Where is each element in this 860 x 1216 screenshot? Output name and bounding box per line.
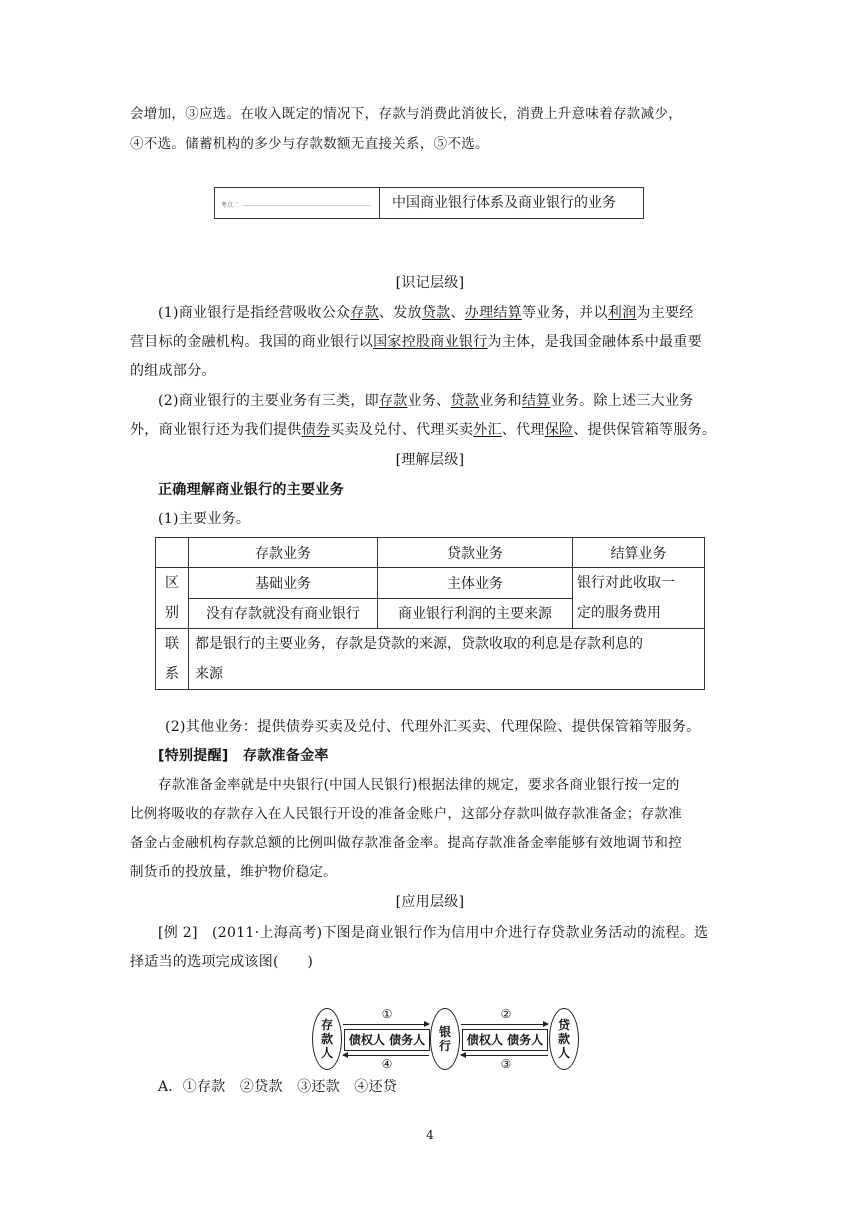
credit-flow-diagram <box>312 1004 580 1076</box>
section-tag-rule <box>243 205 371 206</box>
underlined-term: 结算 <box>521 393 551 409</box>
section-tag-label: 考点二 <box>221 202 240 209</box>
level-memory-heading: [识记层级] <box>395 275 465 291</box>
section-header-box <box>214 187 644 219</box>
table-row <box>156 629 705 690</box>
arrow-3 <box>461 1055 548 1056</box>
section-title: 中国商业银行体系及商业银行的业务 <box>392 195 616 211</box>
bank-node: 银 行 <box>430 1008 460 1070</box>
step-3-number: ③ <box>500 1057 512 1071</box>
paragraph-2-line-1: (2)商业银行的主要业务有三类，即存款业务、贷款业务和结算业务。除上述三大业务 <box>158 393 694 409</box>
paragraph-1-line-2: 营目标的金融机构。我国的商业银行以国家控股商业银行为主体，是我国金融体系中最重要 <box>130 334 703 350</box>
borrower-node: 贷 款 人 <box>549 1008 579 1070</box>
tip-line-4: 制货币的投放量，维护物价稳定。 <box>130 864 337 880</box>
business-comparison-table <box>155 537 705 690</box>
underlined-term: 保险 <box>544 422 574 438</box>
intro-line-2: ④不选。储蓄机构的多少与存款数额无直接关系，⑤不选。 <box>130 136 489 152</box>
level-understand-heading: [理解层级] <box>395 452 465 468</box>
depositor-node: 存 款 人 <box>312 1008 342 1070</box>
tip-line-3: 备金占金融机构存款总额的比例叫做存款准备金率。提高存款准备金率能够有效地调节和控 <box>130 835 682 851</box>
table-header-loan: 贷款业务 <box>378 538 573 568</box>
table-cell-settlement: 银行对此收取一 定的服务费用 <box>573 568 705 629</box>
table-cell-empty <box>156 538 189 568</box>
underlined-term: 国家控股商业银行 <box>373 334 488 350</box>
table-label-qubie: 区 别 <box>156 568 189 629</box>
tip-line-2: 比例将吸收的存款存入在人民银行开设的准备金账户，这部分存款叫做存款准备金；存款准 <box>130 806 682 822</box>
arrow-2 <box>461 1024 548 1025</box>
paragraph-2-line-2: 外，商业银行还为我们提供债券买卖及兑付、代理买卖外汇、代理保险、提供保管箱等服务。 <box>130 422 717 438</box>
underlined-term: 贷款 <box>421 305 451 321</box>
step-4-number: ④ <box>381 1057 393 1071</box>
underlined-term: 存款 <box>378 393 408 409</box>
section-tag <box>215 188 380 218</box>
level-apply-heading: [应用层级] <box>395 894 465 910</box>
table-cell: 主体业务 <box>378 568 573 599</box>
option-a: A．①存款 ②贷款 ③还款 ④还贷 <box>158 1079 398 1095</box>
underlined-term: 外汇 <box>473 422 502 438</box>
intro-line-1: 会增加，③应选。在收入既定的情况下，存款与消费此消彼长，消费上升意味着存款减少， <box>130 106 682 122</box>
left-relationship-box: 债权人 债务人 <box>344 1029 430 1051</box>
underlined-term: 存款 <box>350 305 379 321</box>
paragraph-1-line-3: 的组成部分。 <box>130 363 216 379</box>
table-cell: 基础业务 <box>189 568 378 599</box>
special-tip-heading: [特别提醒] 存款准备金率 <box>158 748 329 764</box>
table-header-deposit: 存款业务 <box>189 538 378 568</box>
page-number: 4 <box>426 1128 434 1142</box>
underlined-term: 贷款 <box>450 393 480 409</box>
table-cell-lianxi: 都是银行的主要业务，存款是贷款的来源，贷款收取的利息是存款利息的 来源 <box>189 629 705 690</box>
right-relationship-box: 债权人 债务人 <box>462 1029 548 1051</box>
table-cell: 没有存款就没有商业银行 <box>189 598 378 629</box>
underlined-term: 办理结算 <box>464 305 522 321</box>
paragraph-1-line-1: (1)商业银行是指经营吸收公众存款、发放贷款、办理结算等业务，并以利润为主要经 <box>158 305 694 321</box>
arrow-1 <box>343 1024 429 1025</box>
underlined-term: 债券 <box>301 422 331 438</box>
table-row <box>156 568 705 599</box>
tip-line-1: 存款准备金率就是中央银行(中国人民银行)根据法律的规定，要求各商业银行按一定的 <box>158 777 680 793</box>
table-row <box>156 538 705 568</box>
example-line-1: [例 2] (2011·上海高考)下图是商业银行作为信用中介进行存贷款业务活动的流程。选 <box>158 925 709 941</box>
step-1-number: ① <box>381 1007 393 1021</box>
table-cell: 商业银行利润的主要来源 <box>378 598 573 629</box>
example-source: (2011·上海高考) <box>212 925 323 941</box>
table-header-settlement: 结算业务 <box>573 538 705 568</box>
underlined-term: 利润 <box>607 305 637 321</box>
example-line-2: 择适当的选项完成该图( ) <box>130 954 314 970</box>
other-business: (2)其他业务：提供债券买卖及兑付、代理外汇买卖、代理保险、提供保管箱等服务。 <box>165 719 701 735</box>
step-2-number: ② <box>500 1007 512 1021</box>
main-business-label: (1)主要业务。 <box>158 511 251 527</box>
arrow-4 <box>343 1055 429 1056</box>
table-label-lianxi: 联 系 <box>156 629 189 690</box>
example-label: [例 2] <box>158 925 198 941</box>
understand-heading: 正确理解商业银行的主要业务 <box>158 482 344 498</box>
